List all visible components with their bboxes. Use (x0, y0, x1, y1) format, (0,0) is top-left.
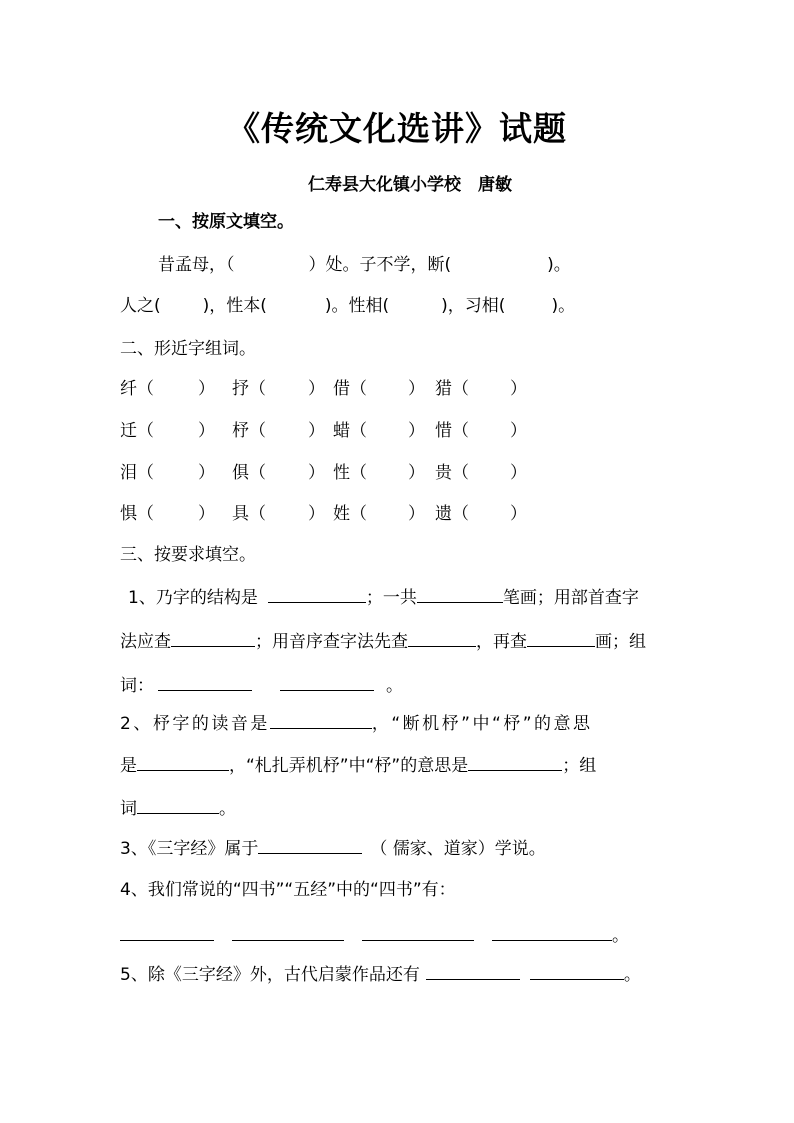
s1-line1-c: )。 (547, 255, 571, 275)
char-item: 猎（ (435, 379, 469, 399)
char-row-1 (120, 377, 540, 401)
char-item: 姓（ (333, 504, 367, 524)
answer-blank[interactable] (492, 922, 612, 941)
s1-line2 (120, 294, 575, 318)
char-item: 借（ (333, 379, 367, 399)
q1-line2 (120, 628, 646, 654)
answer-blank[interactable] (417, 584, 503, 603)
q3-line (120, 835, 546, 861)
char-item: 惜（ (435, 421, 469, 441)
q1-text: 词： (120, 676, 154, 696)
q2-line2 (120, 752, 596, 778)
char-item: 性（ (333, 463, 367, 483)
char-close: ） (408, 504, 425, 524)
s1-line2-d: )，习相( (441, 296, 506, 316)
q1-text: ，再查 (476, 632, 527, 652)
answer-blank[interactable] (362, 922, 474, 941)
q5-text: 5、除《三字经》外，古代启蒙作品还有 (120, 965, 420, 985)
q2-text: 。 (219, 799, 236, 819)
s1-line2-a: 人之( (120, 296, 161, 316)
s1-line2-c: )。性相( (324, 296, 390, 316)
q5-text: 。 (623, 965, 641, 985)
answer-blank[interactable] (268, 584, 366, 603)
q2-text: 词 (120, 799, 137, 819)
q1-text: 笔画；用部首查字 (502, 588, 639, 608)
char-item: 俱（ (232, 463, 266, 483)
answer-blank[interactable] (258, 835, 362, 854)
q1-line3 (120, 672, 403, 698)
char-close: ） (510, 463, 527, 483)
q1-text: ；用音序查字法先查 (255, 632, 408, 652)
answer-blank[interactable] (527, 628, 595, 647)
char-close: ） (408, 421, 425, 441)
char-item: 惧（ (120, 504, 154, 524)
s1-line1-a: 昔孟母，（ (158, 255, 235, 275)
s1-line1-b: ）处。子不学，断( (308, 255, 452, 275)
char-close: ） (510, 379, 527, 399)
q1-text: ；一共 (365, 588, 417, 608)
char-close: ） (408, 463, 425, 483)
q2-line1 (120, 710, 593, 736)
answer-blank[interactable] (280, 672, 374, 691)
answer-blank[interactable] (137, 752, 229, 771)
answer-blank[interactable] (270, 710, 372, 729)
answer-blank[interactable] (120, 922, 214, 941)
char-item: 贵（ (435, 463, 469, 483)
s1-line2-e: )。 (551, 296, 576, 316)
char-row-4 (120, 502, 540, 526)
q2-text: 是 (120, 756, 137, 776)
section1-heading: 一、按原文填空。 (158, 212, 294, 232)
char-close: ） (308, 379, 325, 399)
s1-line2-b: )，性本( (202, 296, 267, 316)
char-item: 蜡（ (333, 421, 367, 441)
q5-line (120, 961, 641, 987)
answer-blank[interactable] (408, 628, 476, 647)
page-title: 《传统文化选讲》试题 (227, 109, 567, 148)
char-close: ） (510, 504, 527, 524)
q4-line2 (120, 922, 629, 948)
q1-text: 法应查 (120, 632, 171, 652)
char-item: 具（ (232, 504, 266, 524)
s1-line1 (158, 253, 571, 277)
q3-text: 3、《三字经》属于 (120, 839, 259, 859)
char-close: ） (198, 504, 215, 524)
answer-blank[interactable] (426, 961, 520, 980)
char-item: 杼（ (232, 421, 266, 441)
q3-text: （ 儒家、道家）学说。 (370, 839, 546, 859)
author-line: 仁寿县大化镇小学校 唐敏 (308, 175, 512, 195)
char-item: 抒（ (232, 379, 266, 399)
q1-line1 (128, 584, 639, 610)
q2-text: ；组 (562, 756, 597, 776)
char-row-3 (120, 461, 540, 485)
char-item: 纤（ (120, 379, 154, 399)
q2-text: ，“断机杼”中“杼”的意思 (371, 714, 593, 734)
char-close: ） (510, 421, 527, 441)
answer-blank[interactable] (137, 795, 219, 814)
q4-text: 。 (612, 926, 629, 946)
answer-blank[interactable] (530, 961, 624, 980)
char-item: 迁（ (120, 421, 154, 441)
char-close: ） (198, 379, 215, 399)
section3-heading: 三、按要求填空。 (120, 545, 256, 565)
char-close: ） (408, 379, 425, 399)
char-close: ） (198, 421, 215, 441)
answer-blank[interactable] (232, 922, 344, 941)
section2-heading: 二、形近字组词。 (120, 339, 256, 359)
q1-text: 画；组 (595, 632, 646, 652)
char-close: ） (308, 463, 325, 483)
q4-line1: 4、我们常说的“四书”“五经”中的“四书”有： (120, 880, 456, 900)
char-item: 遗（ (435, 504, 469, 524)
char-close: ） (308, 504, 325, 524)
char-item: 泪（ (120, 463, 154, 483)
q2-text: ，“札扎弄机杼”中“杼”的意思是 (229, 756, 469, 776)
char-close: ） (198, 463, 215, 483)
char-close: ） (308, 421, 325, 441)
q1-text: 1、乃字的结构是 (128, 588, 258, 608)
q2-line3 (120, 795, 236, 821)
answer-blank[interactable] (158, 672, 252, 691)
answer-blank[interactable] (171, 628, 255, 647)
answer-blank[interactable] (468, 752, 562, 771)
q1-text: 。 (386, 676, 403, 696)
q2-text: 2、杼字的读音是 (120, 714, 270, 734)
char-row-2 (120, 419, 540, 443)
